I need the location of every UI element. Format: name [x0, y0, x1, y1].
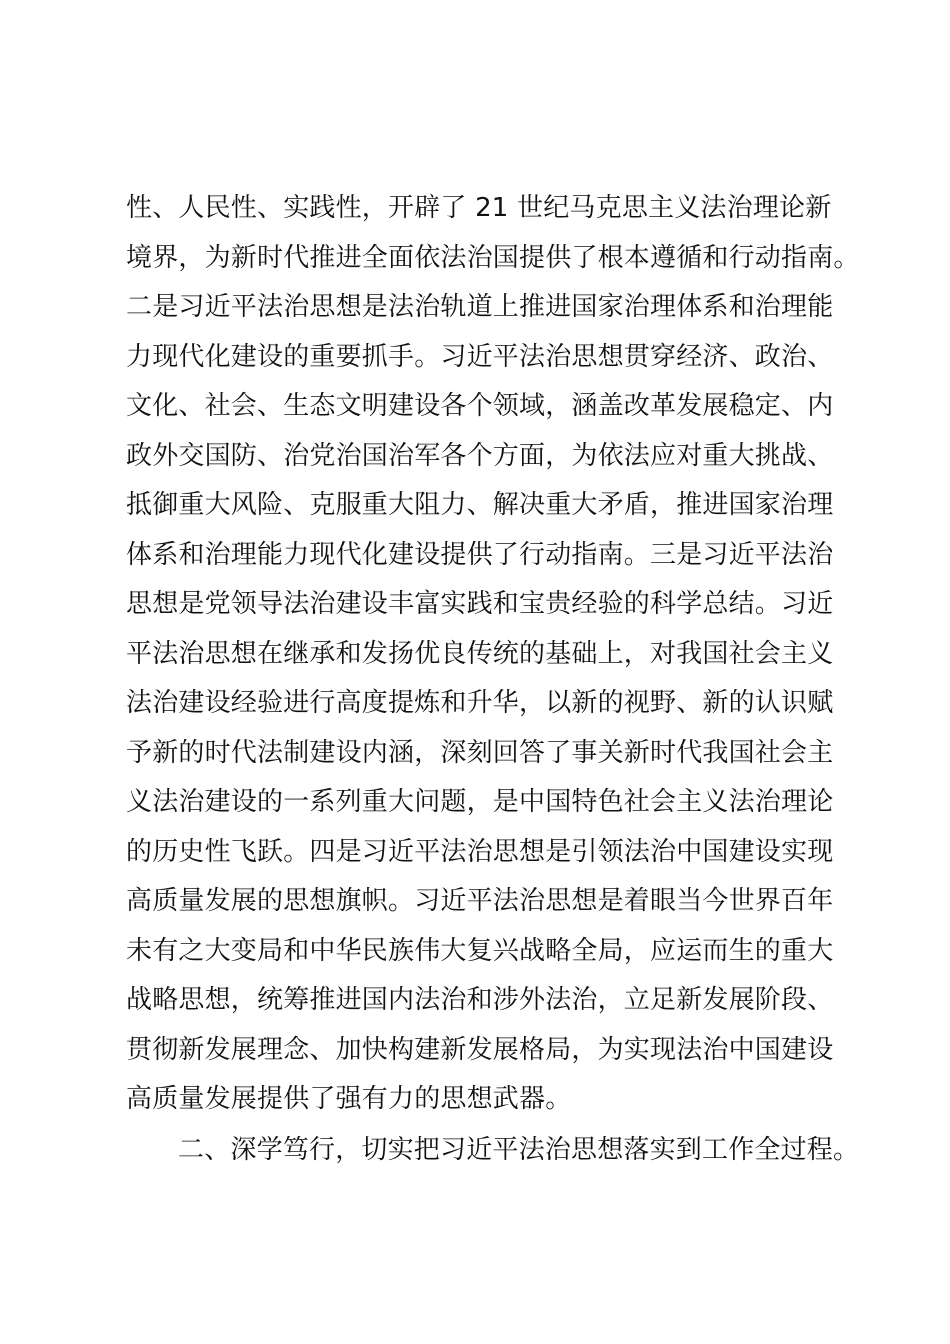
- text-line: 体系和治理能力现代化建设提供了行动指南。三是习近平法治: [126, 539, 834, 570]
- text-line: 境界，为新时代推进全面依法治国提供了根本遵循和行动指南。: [126, 242, 860, 273]
- text-line: 二是习近平法治思想是法治轨道上推进国家治理体系和治理能: [126, 292, 834, 322]
- text-line: 抵御重大风险、克服重大阻力、解决重大矛盾，推进国家治理: [126, 490, 834, 520]
- text-line: 义法治建设的一系列重大问题，是中国特色社会主义法治理论: [126, 787, 834, 817]
- text-line: 予新的时代法制建设内涵，深刻回答了事关新时代我国社会主: [126, 737, 834, 768]
- text-line: 未有之大变局和中华民族伟大复兴战略全局，应运而生的重大: [126, 935, 834, 966]
- text-line: 高质量发展的思想旗帜。习近平法治思想是着眼当今世界百年: [126, 886, 834, 916]
- text-line: 高质量发展提供了强有力的思想武器。: [126, 1084, 572, 1114]
- text-line: 法治建设经验进行高度提炼和升华，以新的视野、新的认识赋: [126, 688, 834, 718]
- text-line: 文化、社会、生态文明建设各个领域，涵盖改革发展稳定、内: [126, 391, 834, 421]
- text-line: 平法治思想在继承和发扬优良传统的基础上，对我国社会主义: [126, 638, 834, 669]
- body-paragraph: [126, 184, 860, 1125]
- section-heading: 二、深学笃行，切实把习近平法治思想落实到工作全过程。: [178, 1135, 860, 1165]
- text-line: 战略思想，统筹推进国内法治和涉外法治，立足新发展阶段、: [126, 985, 834, 1015]
- text-line: 力现代化建设的重要抓手。习近平法治思想贯穿经济、政治、: [126, 341, 834, 372]
- text-line: 的历史性飞跃。四是习近平法治思想是引领法治中国建设实现: [126, 836, 834, 867]
- text-line: 性、人民性、实践性，开辟了 21 世纪马克思主义法治理论新: [126, 193, 832, 223]
- text-line: 贯彻新发展理念、加快构建新发展格局，为实现法治中国建设: [126, 1034, 834, 1065]
- text-line: 政外交国防、治党治国治军各个方面，为依法应对重大挑战、: [126, 440, 834, 471]
- text-line: 思想是党领导法治建设丰富实践和宝贵经验的科学总结。习近: [126, 589, 834, 619]
